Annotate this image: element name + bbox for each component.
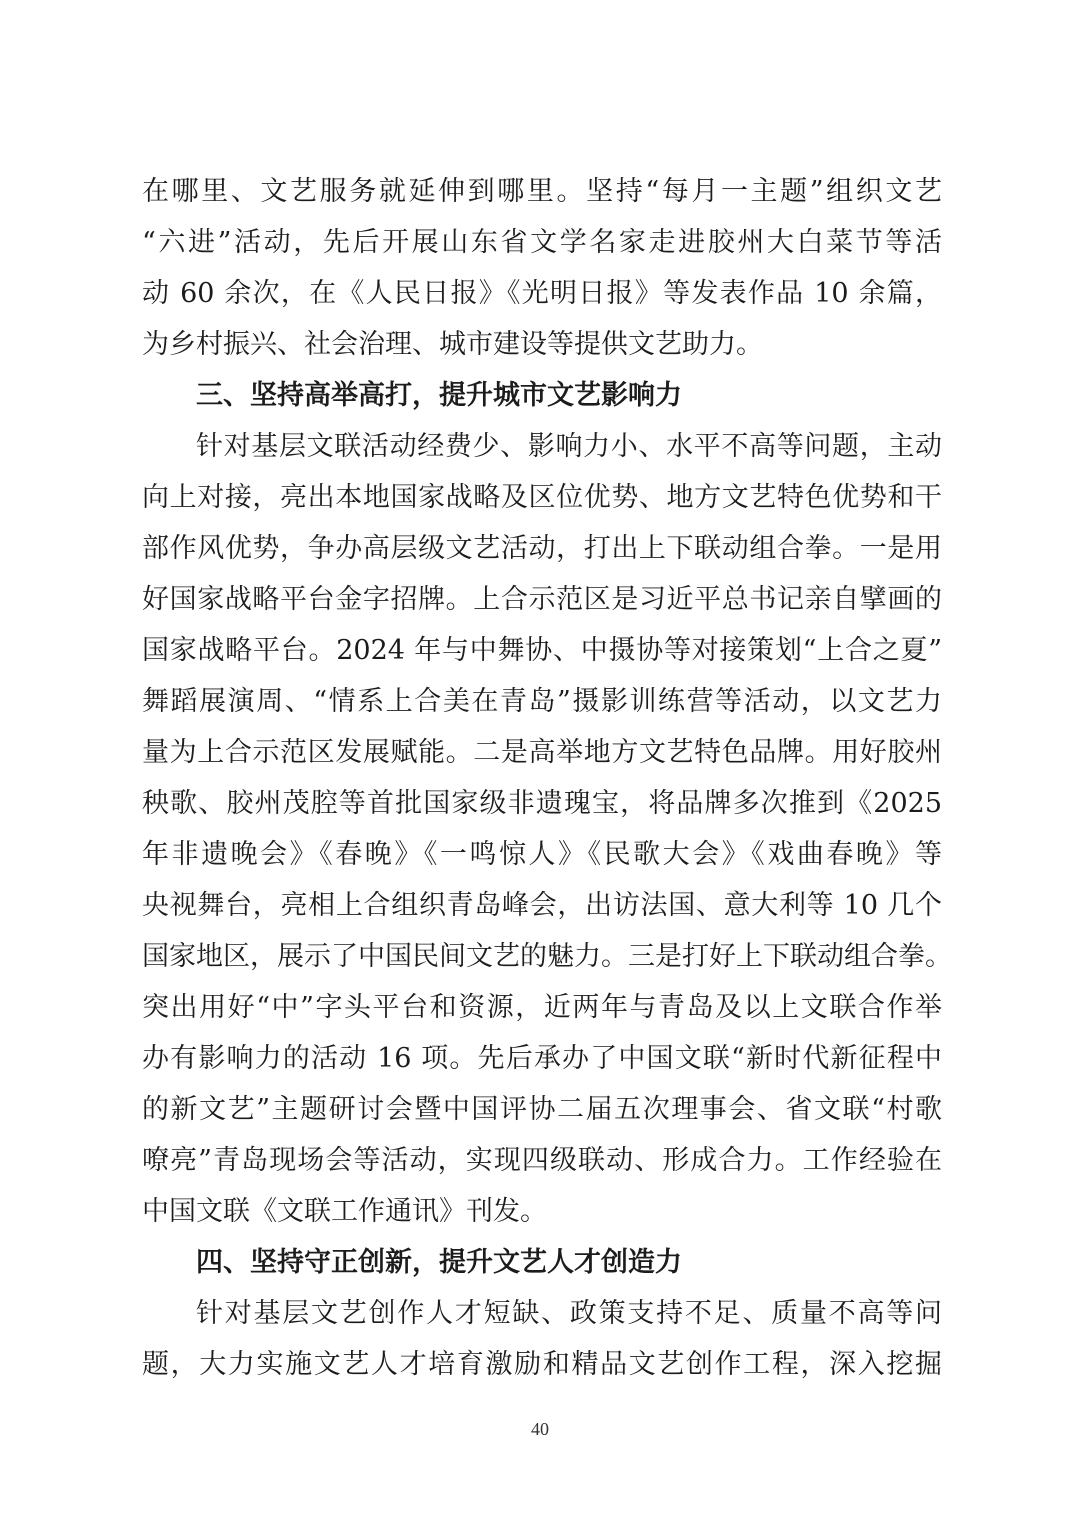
body-text-line: 办有影响力的活动 16 项。先后承办了中国文联“新时代新征程中 <box>142 1043 942 1074</box>
body-text-line <box>142 529 942 569</box>
body-text-line: 题，大力实施文艺人才培育激励和精品文艺创作工程，深入挖掘 <box>142 1349 942 1380</box>
body-text-line <box>142 580 942 620</box>
section-heading: 四、坚持守正创新，提升文艺人才创造力 <box>196 1247 682 1278</box>
body-text-line <box>142 937 952 977</box>
emphasized-text: 二是高举地方文艺特色品牌。 <box>473 737 833 768</box>
body-text-segment: 国家地区，展示了中国民间文艺的魅力。 <box>142 941 628 972</box>
body-text-line: 突出用好“中”字头平台和资源，近两年与青岛及以上文联合作举 <box>142 992 942 1023</box>
emphasized-text: 三是打好上下联动组合拳。 <box>628 941 952 972</box>
body-text-line: 动 60 余次，在《人民日报》《光明日报》等发表作品 10 余篇， <box>142 278 942 309</box>
body-text-segment: 用好胶州 <box>832 737 943 768</box>
body-text-line: 嘹亮”青岛现场会等活动，实现四级联动、形成合力。工作经验在 <box>142 1145 942 1176</box>
body-text-segment: 部作风优势，争办高层级文艺活动，打出上下联动组合拳。 <box>142 533 860 564</box>
body-text-segment: 量为上合示范区发展赋能。 <box>142 737 474 768</box>
body-text-line: 在哪里、文艺服务就延伸到哪里。坚持“每月一主题”组织文艺 <box>142 176 942 207</box>
body-text-line: 年非遗晚会》《春晚》《一鸣惊人》《民歌大会》《戏曲春晚》等 <box>142 839 942 870</box>
body-text-line: 针对基层文联活动经费少、影响力小、水平不高等问题，主动 <box>196 431 942 462</box>
body-text-line: 针对基层文艺创作人才短缺、政策支持不足、质量不高等问 <box>196 1298 942 1329</box>
body-text-line: 向上对接，亮出本地国家战略及区位优势、地方文艺特色优势和干 <box>142 482 942 513</box>
body-text-line: 央视舞台，亮相上合组织青岛峰会，出访法国、意大利等 10 几个 <box>142 890 942 921</box>
body-text-segment: 上合示范区是习近平总书记亲自擘画的 <box>473 584 943 615</box>
body-text-line <box>142 733 942 773</box>
body-text-line: 国家战略平台。2024 年与中舞协、中摄协等对接策划“上合之夏” <box>142 635 942 666</box>
body-text-line: 舞蹈展演周、“情系上合美在青岛”摄影训练营等活动，以文艺力 <box>142 686 942 717</box>
emphasized-text: 一是用 <box>859 533 943 564</box>
emphasized-text: 好国家战略平台金字招牌。 <box>142 584 474 615</box>
body-text-line: 的新文艺”主题研讨会暨中国评协二届五次理事会、省文联“村歌 <box>142 1094 942 1125</box>
section-heading: 三、坚持高举高打，提升城市文艺影响力 <box>196 380 682 411</box>
body-text-line: 秧歌、胶州茂腔等首批国家级非遗瑰宝，将品牌多次推到《2025 <box>142 788 942 819</box>
body-text-line: “六进”活动，先后开展山东省文学名家走进胶州大白菜节等活 <box>142 227 942 258</box>
body-text-line: 中国文联《文联工作通讯》刊发。 <box>142 1196 547 1227</box>
body-text-line: 为乡村振兴、社会治理、城市建设等提供文艺助力。 <box>142 329 763 360</box>
page-number: 40 <box>531 1419 549 1439</box>
